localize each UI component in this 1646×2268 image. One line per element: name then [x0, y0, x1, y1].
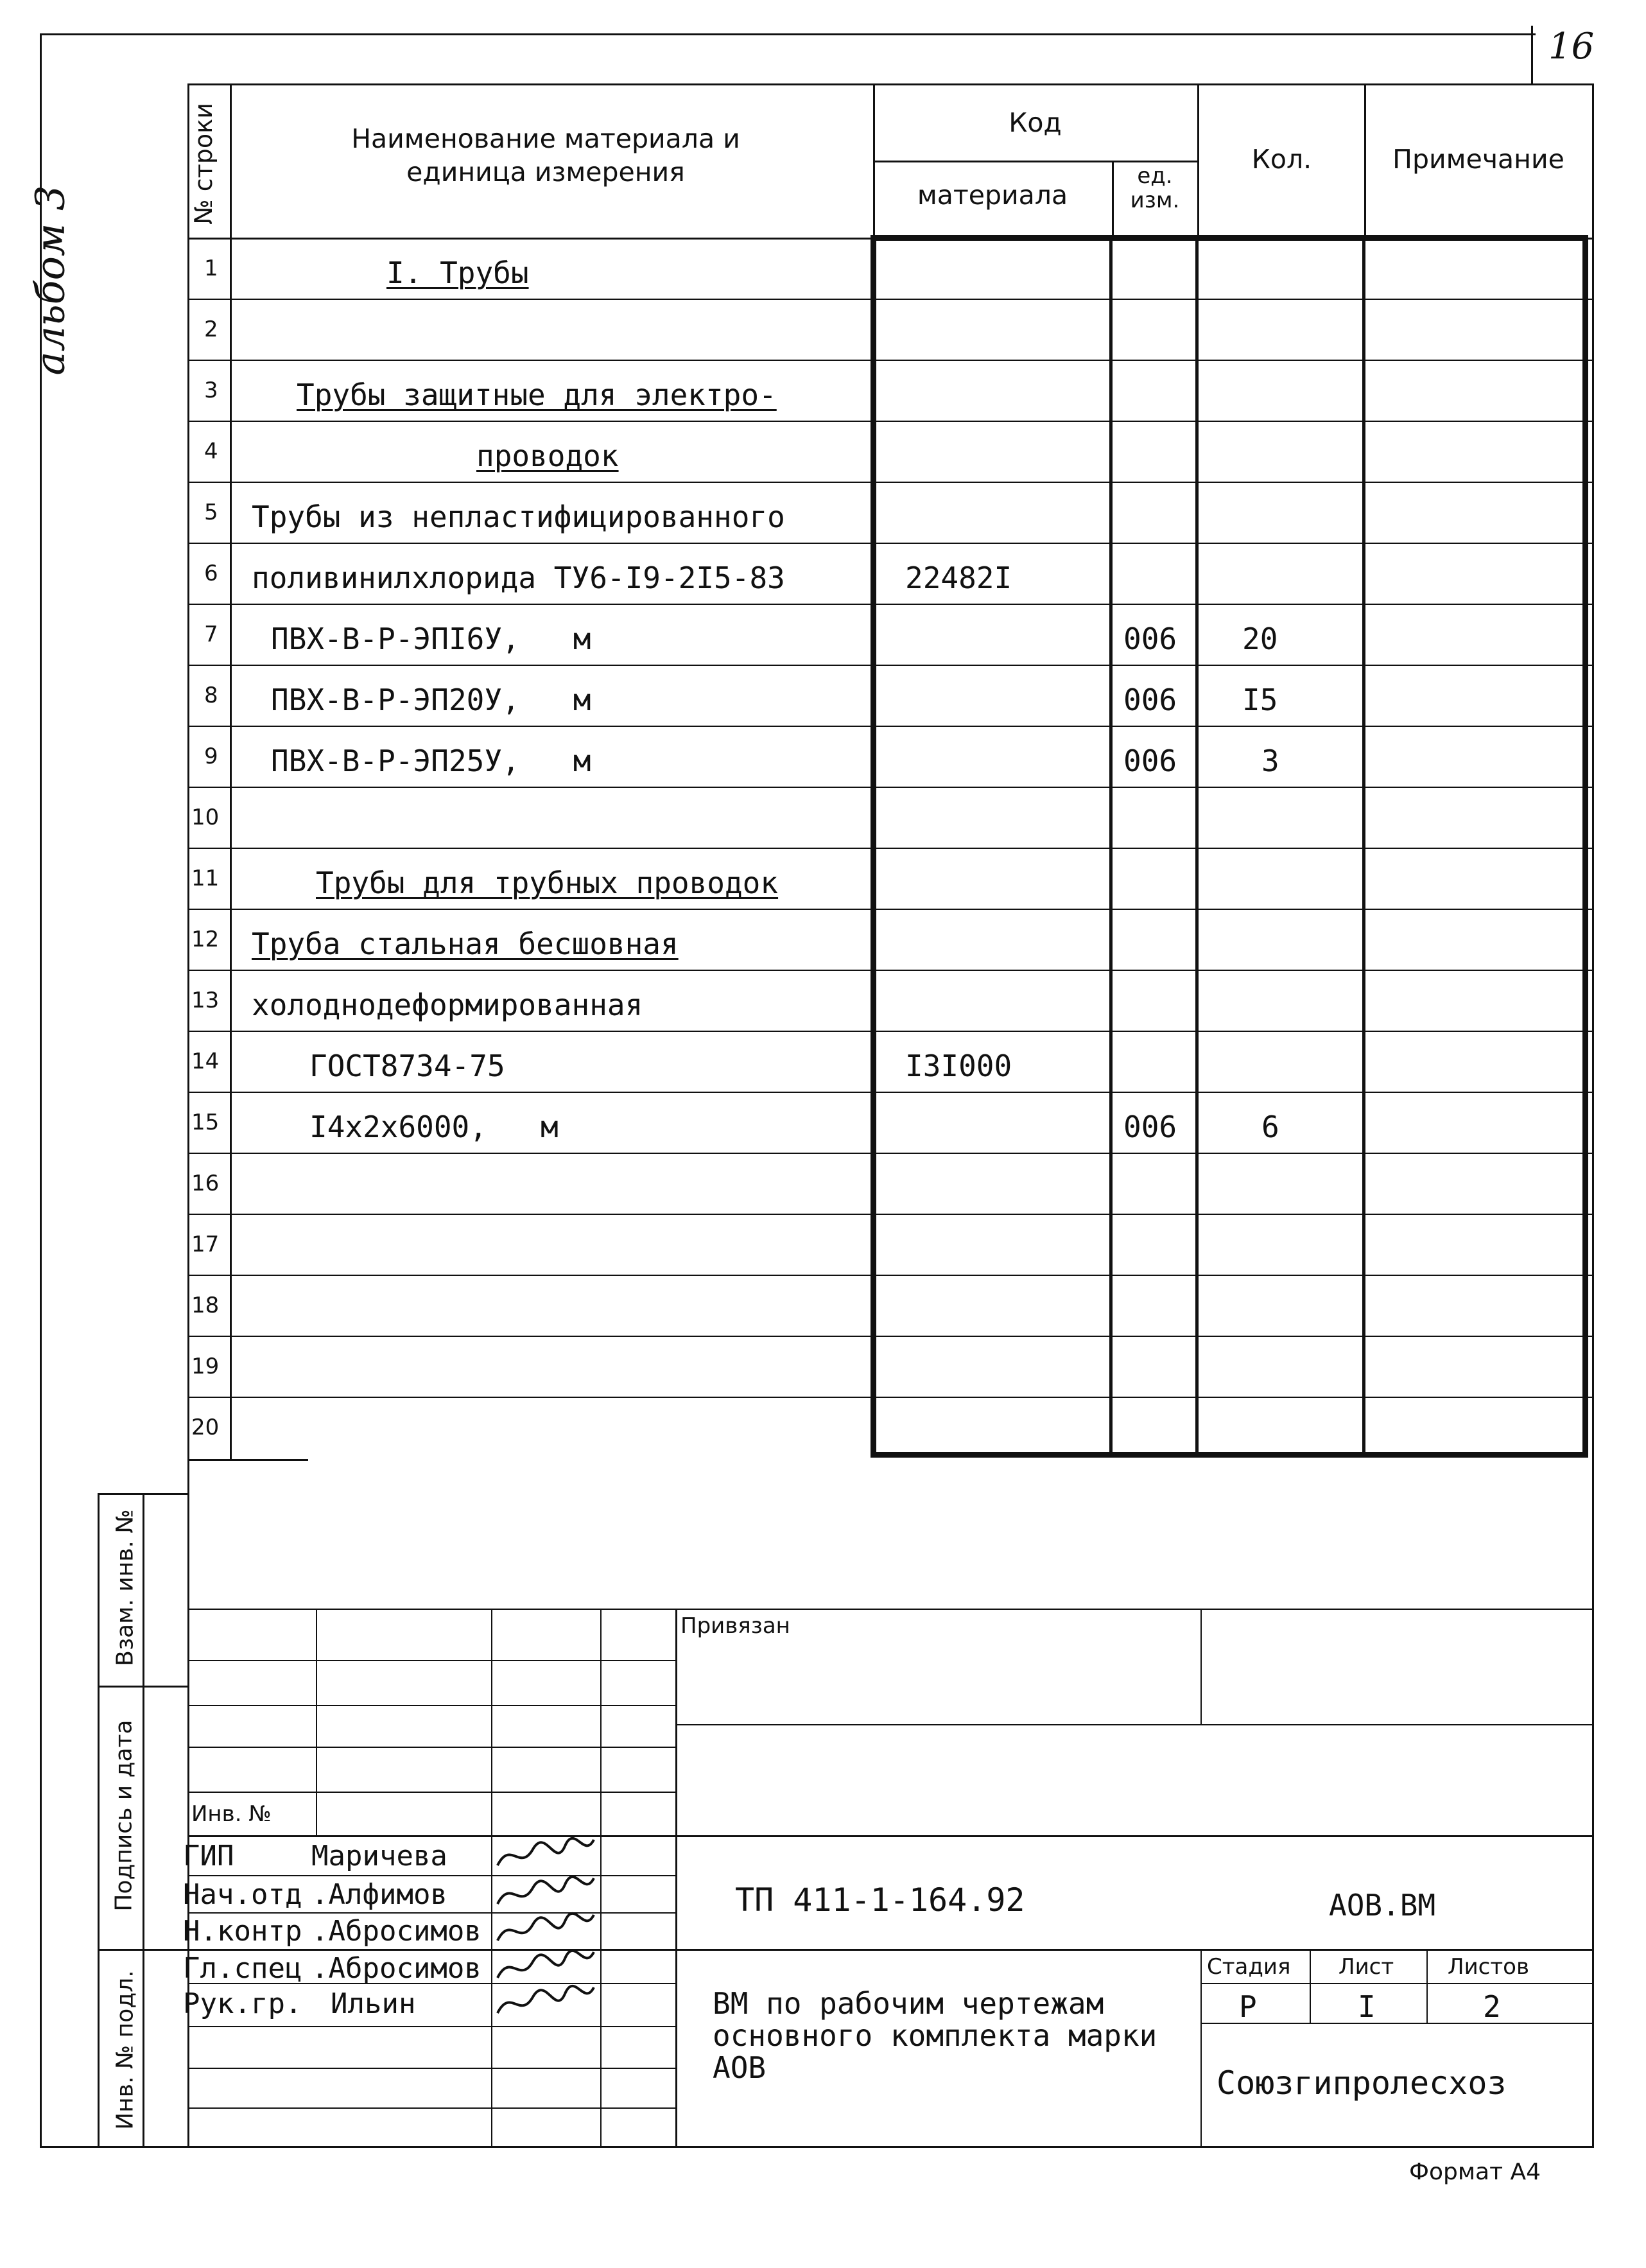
format-label: Формат А4 [1409, 2159, 1541, 2185]
sheet-label: Лист [1338, 1954, 1394, 1980]
row-number: 18 [191, 1293, 220, 1318]
row-unit-code: 006 [1123, 622, 1177, 656]
stage-label: Стадия [1207, 1954, 1291, 1980]
sheet-value: I [1358, 1989, 1376, 2024]
row-name: Труба стальная бесшовная [252, 927, 679, 961]
row-name: ГОСТ8734-75 [309, 1049, 505, 1083]
header-code: Код [1009, 107, 1062, 138]
row-name: Трубы для трубных проводок [316, 866, 779, 900]
row-number: 16 [191, 1171, 220, 1196]
row-name: поливинилхлорида ТУ6-I9-2I5-83 [252, 561, 785, 595]
row-quantity: 6 [1261, 1110, 1279, 1144]
row-name: проводок [476, 439, 619, 473]
row-number: 19 [191, 1354, 220, 1379]
signer-name: Маричева [311, 1840, 447, 1872]
document-mark: АОВ.ВМ [1329, 1888, 1436, 1923]
signer-role: Гл.спец [183, 1952, 302, 1985]
row-unit-code: 006 [1123, 683, 1177, 717]
label-inv-podl: Инв. № подл. [112, 1970, 139, 2130]
signer-role: Н.контр [183, 1915, 302, 1948]
margin-note: альбом 3 [26, 185, 74, 376]
signature-icon [494, 1981, 597, 2026]
header-note: Примечание [1392, 144, 1564, 175]
row-number: 13 [191, 988, 220, 1013]
row-unit-code: 006 [1123, 1110, 1177, 1144]
sheets-value: 2 [1483, 1989, 1501, 2024]
row-unit-code: 006 [1123, 744, 1177, 778]
inv-no-label: Инв. № [191, 1801, 272, 1827]
row-quantity: 3 [1261, 744, 1279, 778]
signer-name: .Абросимов [311, 1915, 481, 1948]
row-number: 7 [204, 622, 218, 647]
row-number: 11 [191, 866, 220, 891]
signer-role: Нач.отд [183, 1878, 302, 1911]
row-number: 17 [191, 1232, 220, 1257]
row-quantity: 20 [1242, 622, 1278, 656]
row-number: 20 [191, 1415, 220, 1440]
signer-name: .Абросимов [311, 1952, 481, 1985]
row-number: 9 [204, 744, 218, 769]
row-name: ПВХ-В-Р-ЭП25У, м [271, 744, 591, 778]
document-title: ВМ по рабочим чертежам основного комплекта марки АОВ [713, 1986, 1157, 2085]
header-row-no: № строки [189, 103, 218, 225]
document-designation: ТП 411-1-164.92 [735, 1881, 1025, 1919]
row-material-code: I3I000 [905, 1049, 1012, 1083]
row-number: 1 [204, 256, 218, 281]
signer-role: ГИП [183, 1840, 234, 1872]
row-quantity: I5 [1242, 683, 1278, 717]
row-number: 6 [204, 561, 218, 586]
row-name: холоднодеформированная [252, 988, 643, 1022]
row-name: ПВХ-В-Р-ЭП20У, м [271, 683, 591, 717]
privyazan-label: Привязан [680, 1613, 790, 1639]
row-name: Трубы защитные для электро- [297, 378, 777, 412]
row-number: 2 [204, 317, 218, 342]
label-vzam-inv: Взам. инв. № [112, 1509, 139, 1666]
row-name: ПВХ-В-Р-ЭПI6У, м [271, 622, 591, 656]
header-qty: Кол. [1251, 144, 1312, 175]
row-name: I. Трубы [386, 256, 529, 290]
page-number: 16 [1548, 26, 1595, 67]
stage-value: Р [1239, 1989, 1257, 2024]
row-number: 8 [204, 683, 218, 708]
header-code-unit: ед. изм. [1130, 163, 1180, 213]
row-number: 12 [191, 927, 220, 952]
label-podpis-data: Подпись и дата [110, 1720, 137, 1912]
row-number: 3 [204, 378, 218, 403]
row-name: Трубы из непластифицированного [252, 500, 785, 534]
row-material-code: 22482I [905, 561, 1012, 595]
organization-name: Союзгипролесхоз [1217, 2064, 1507, 2102]
row-name: I4х2х6000, м [309, 1110, 559, 1144]
signer-role: Рук.гр. [183, 1987, 302, 2020]
header-code-material: материала [917, 180, 1068, 211]
row-number: 4 [204, 439, 218, 464]
row-number: 14 [191, 1049, 220, 1074]
row-number: 10 [191, 805, 220, 830]
sheets-label: Листов [1448, 1954, 1530, 1980]
header-name: Наименование материала и единица измерения [351, 123, 740, 188]
row-number: 15 [191, 1110, 220, 1135]
signer-name: Ильин [331, 1987, 416, 2020]
row-number: 5 [204, 500, 218, 525]
signer-name: .Алфимов [311, 1878, 447, 1911]
